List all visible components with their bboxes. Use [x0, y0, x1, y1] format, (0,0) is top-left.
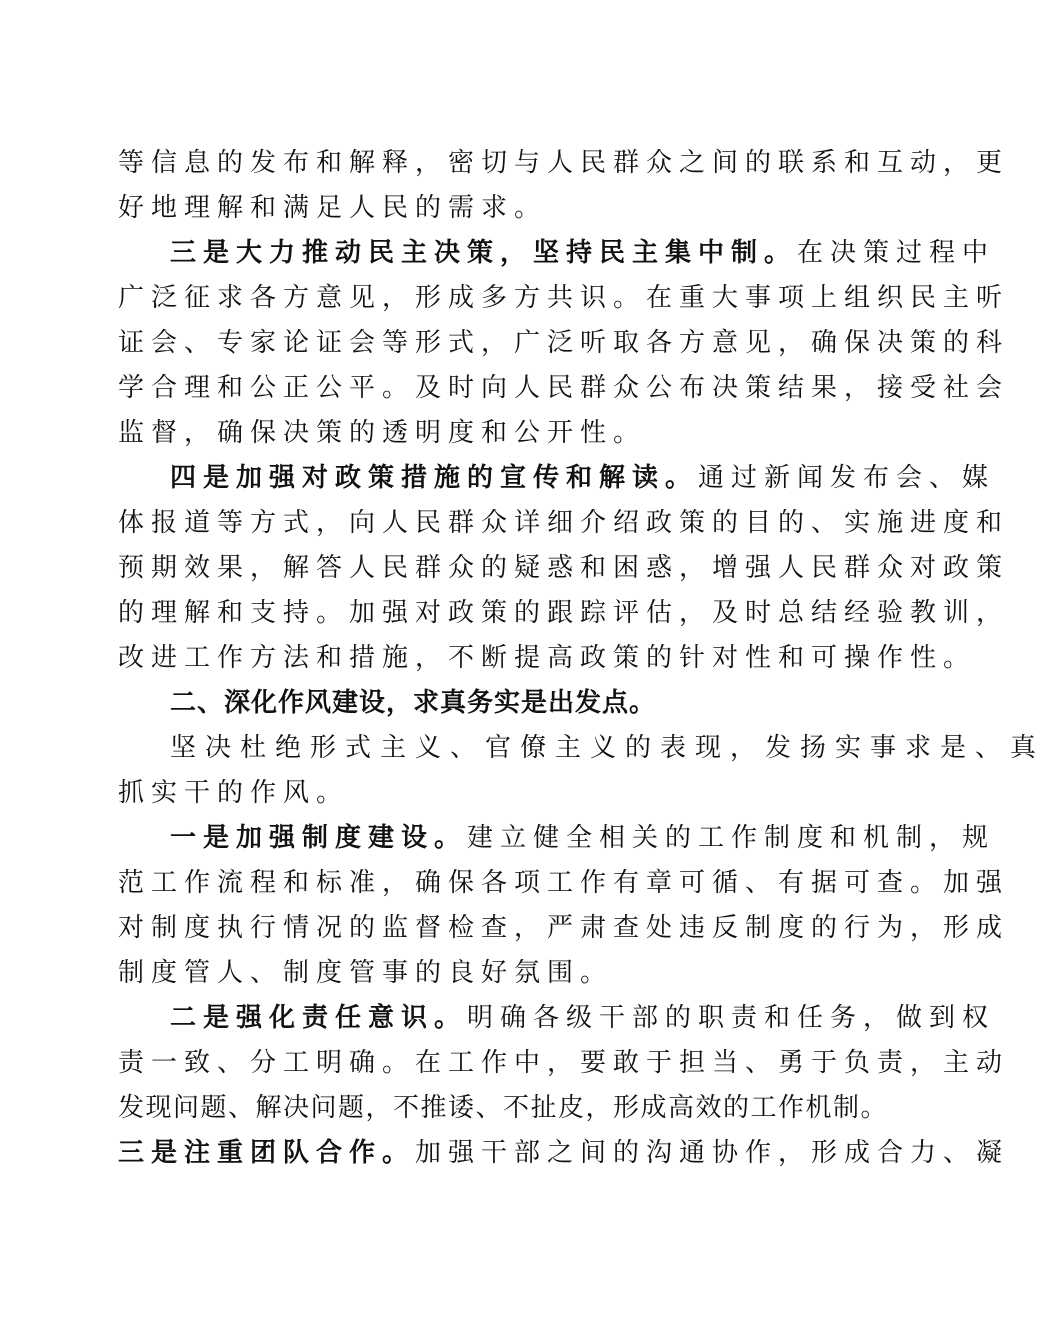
paragraph-line: 对制度执行情况的监督检查，严肃查处违反制度的行为，形成	[118, 913, 1010, 943]
paragraph-line: 体报道等方式，向人民群众详细介绍政策的目的、实施进度和	[118, 508, 1010, 538]
paragraph-line: 制度管人、制度管事的良好氛围。	[118, 958, 614, 988]
paragraph-line: 监督，确保决策的透明度和公开性。	[118, 418, 647, 448]
paragraph-lead: 一是加强制度建设。	[170, 823, 468, 853]
paragraph-line: 预期效果，解答人民群众的疑惑和困惑，增强人民群众对政策	[118, 553, 1010, 583]
paragraph-text: 建立健全相关的工作制度和机制，规	[467, 823, 996, 853]
paragraph-line: 责一致、分工明确。在工作中，要敢于担当、勇于负责，主动	[118, 1048, 1010, 1078]
section-heading: 二、深化作风建设，求真务实是出发点。	[170, 688, 657, 718]
paragraph-line: 的理解和支持。加强对政策的跟踪评估，及时总结经验教训，	[118, 598, 1010, 628]
paragraph-text: 在决策过程中	[797, 238, 996, 268]
paragraph-first-line	[170, 231, 996, 275]
paragraph-lead: 三是注重团队合作。	[118, 1138, 416, 1168]
paragraph-line: 广泛征求各方意见，形成多方共识。在重大事项上组织民主听	[118, 283, 1010, 313]
paragraph-text: 明确各级干部的职责和任务，做到权	[467, 1003, 996, 1033]
paragraph-text: 通过新闻发布会、媒	[698, 463, 996, 493]
paragraph-first-line	[170, 996, 996, 1040]
paragraph-line: 发现问题、解决问题，不推诿、不扯皮，形成高效的工作机制。	[118, 1093, 889, 1123]
paragraph-first-line	[170, 816, 996, 860]
paragraph-line: 范工作流程和标准，确保各项工作有章可循、有据可查。加强	[118, 868, 1010, 898]
paragraph-line: 抓实干的作风。	[118, 778, 350, 808]
paragraph-line: 学合理和公正公平。及时向人民群众公布决策结果，接受社会	[118, 373, 1010, 403]
paragraph-lead: 四是加强对政策措施的宣传和解读。	[170, 463, 699, 493]
paragraph-first-line: 坚决杜绝形式主义、官僚主义的表现，发扬实事求是、真	[170, 733, 1045, 763]
paragraph-first-line	[118, 1131, 1010, 1175]
paragraph-line: 好地理解和满足人民的需求。	[118, 193, 548, 223]
paragraph-lead: 三是大力推动民主决策，坚持民主集中制。	[170, 238, 798, 268]
paragraph-lead: 二是强化责任意识。	[170, 1003, 468, 1033]
paragraph-line: 等信息的发布和解释，密切与人民群众之间的联系和互动，更	[118, 148, 1010, 178]
paragraph-line: 改进工作方法和措施，不断提高政策的针对性和可操作性。	[118, 643, 977, 673]
paragraph-text: 加强干部之间的沟通协作，形成合力、凝	[415, 1138, 1010, 1168]
paragraph-first-line	[170, 456, 996, 500]
paragraph-line: 证会、专家论证会等形式，广泛听取各方意见，确保决策的科	[118, 328, 1010, 358]
